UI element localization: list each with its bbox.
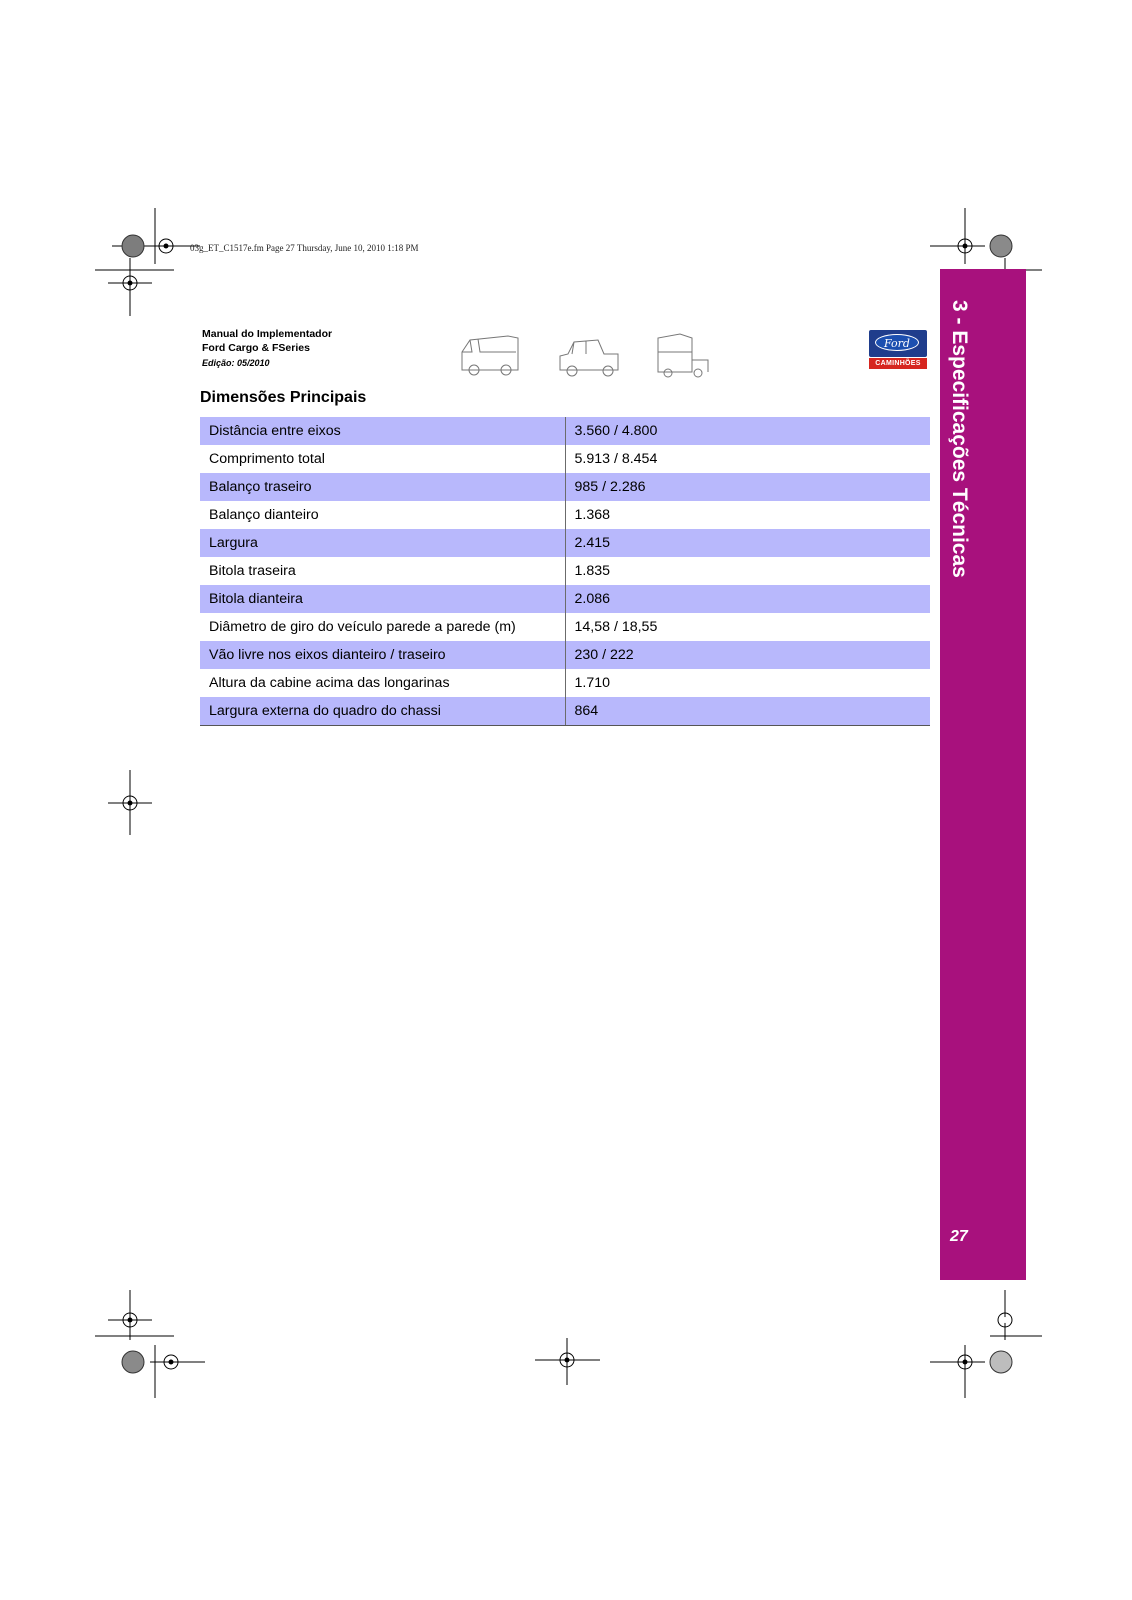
dimension-value: 5.913 / 8.454 [574, 451, 658, 467]
dimension-label: Balanço dianteiro [200, 501, 565, 529]
dimension-label: Altura da cabine acima das longarinas [200, 669, 565, 697]
table-row [200, 613, 930, 641]
table-row [200, 445, 930, 473]
heavy-truck-icon [658, 334, 708, 372]
vehicle-illustrations [458, 330, 728, 378]
dimension-label: Bitola dianteira [200, 585, 565, 613]
dimension-label: Comprimento total [200, 445, 565, 473]
dimension-value: 864 [565, 697, 930, 725]
van-icon [462, 336, 518, 370]
dimensions-table [200, 417, 930, 726]
dimension-value: 985 / 2.286 [565, 473, 930, 501]
dimension-value: 1.368 [574, 507, 611, 523]
page-number: 27 [950, 1228, 968, 1245]
section-heading: Dimensões Principais [200, 389, 367, 406]
table-row [200, 697, 930, 725]
dimension-value: 2.086 [565, 585, 930, 613]
table-row [200, 557, 930, 585]
print-slug: 03g_ET_C1517e.fm Page 27 Thursday, June 10, 2010 1:18 PM [190, 243, 419, 253]
caminhoes-label: CAMINHÕES [869, 358, 927, 369]
dimension-value: 1.835 [574, 563, 611, 579]
table-row [200, 641, 930, 669]
product-name: Ford Cargo & FSeries [202, 342, 310, 354]
manual-title: Manual do Implementador [202, 328, 333, 340]
dimension-label: Vão livre nos eixos dianteiro / traseiro [200, 641, 565, 669]
dimension-value: 1.710 [574, 675, 611, 691]
chapter-title: 3 - Especificações Técnicas [948, 300, 971, 578]
dimension-label: Diâmetro de giro do veículo parede a parede (m) [200, 613, 565, 641]
ford-oval-icon: Ford [869, 330, 927, 357]
dimension-value: 2.415 [565, 529, 930, 557]
dimension-label: Balanço traseiro [200, 473, 565, 501]
edition-date: Edição: 05/2010 [202, 358, 270, 368]
dimension-value: 230 / 222 [565, 641, 930, 669]
pickup-truck-icon [560, 340, 618, 370]
dimension-value: 3.560 / 4.800 [565, 417, 930, 445]
table-row [200, 501, 930, 529]
table-row [200, 417, 930, 445]
dimension-label: Bitola traseira [200, 557, 565, 585]
dimension-label: Distância entre eixos [200, 417, 565, 445]
dimension-label: Largura [200, 529, 565, 557]
ford-caminhoes-logo [869, 330, 927, 370]
table-row [200, 669, 930, 697]
table-row [200, 585, 930, 613]
table-row [200, 473, 930, 501]
dimension-label: Largura externa do quadro do chassi [200, 697, 565, 725]
dimension-value: 14,58 / 18,55 [574, 619, 658, 635]
table-row [200, 529, 930, 557]
document-header [202, 327, 332, 370]
